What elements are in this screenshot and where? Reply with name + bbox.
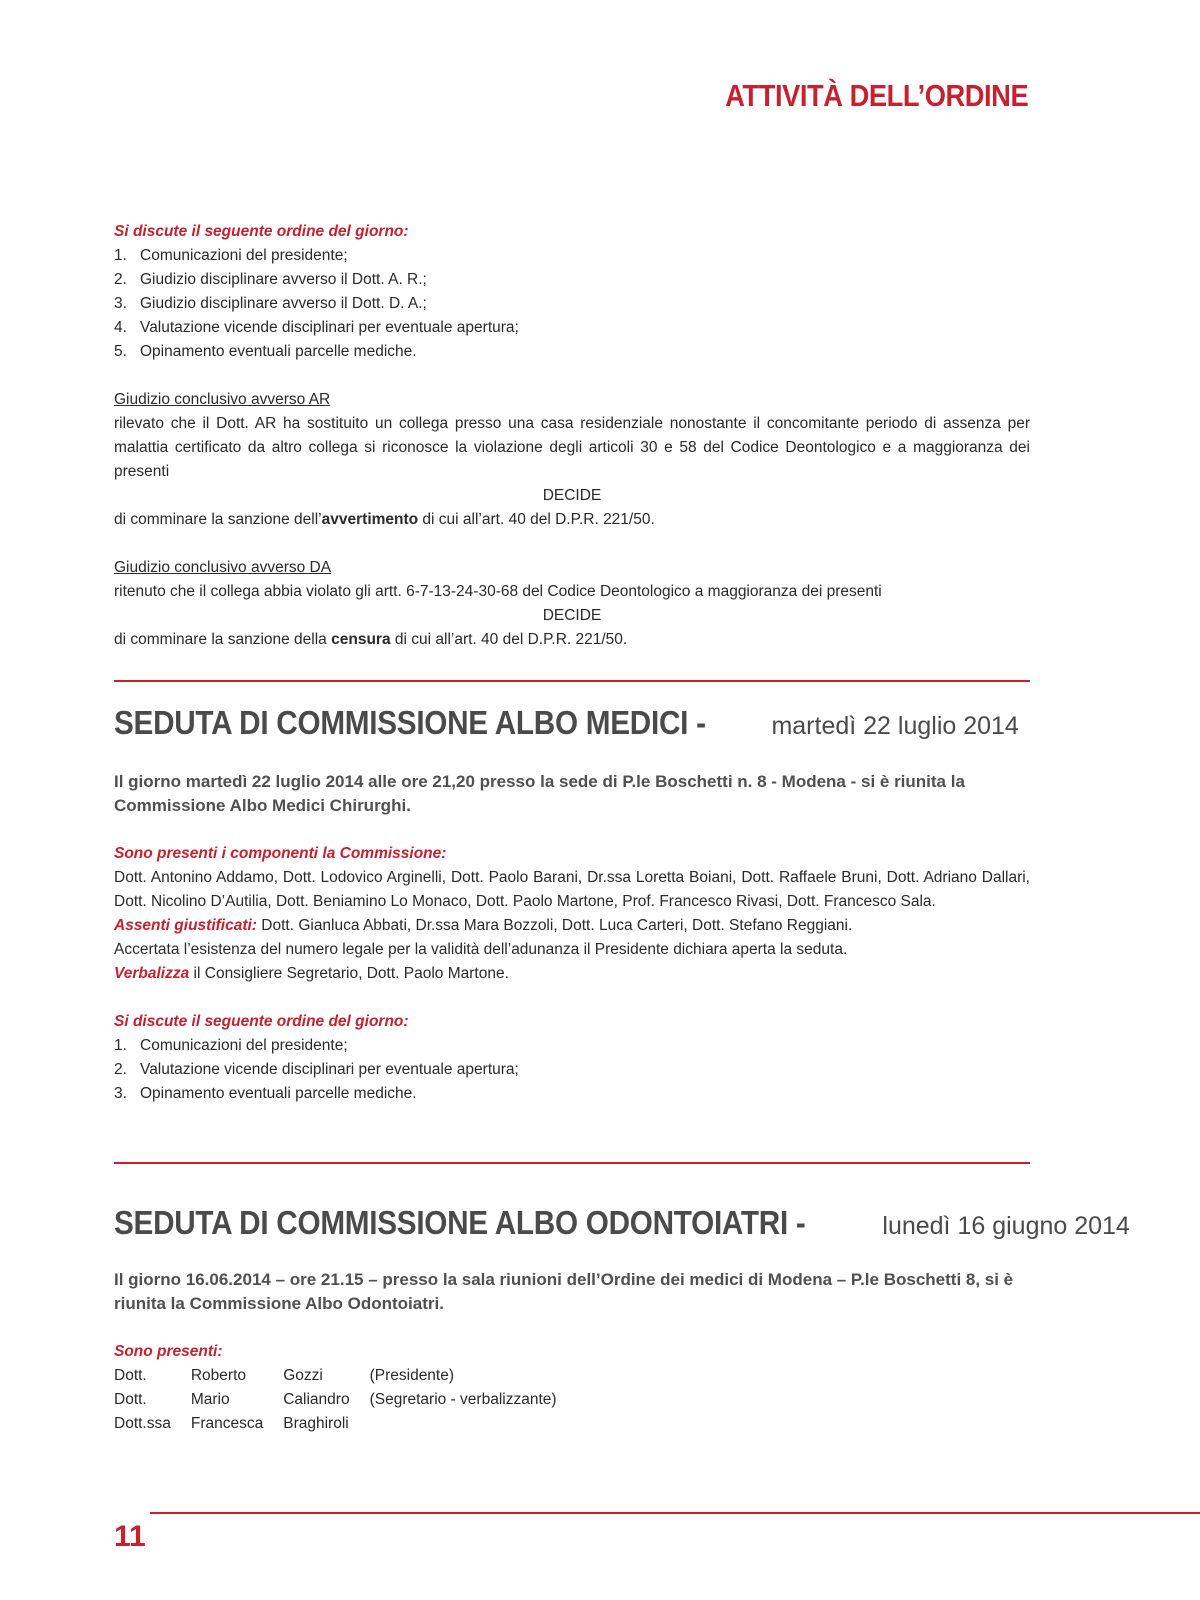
list-item: 2. Valutazione vicende disciplinari per eventuale apertura; xyxy=(114,1061,519,1078)
odontoiatri-section xyxy=(114,1268,1030,1436)
table-row: Dott. Mario Caliandro (Segretario - verbalizzante) xyxy=(114,1391,557,1408)
agenda-list xyxy=(114,1034,1030,1106)
presenti-label: Sono presenti: xyxy=(114,1343,223,1360)
table-row: Dott. Roberto Gozzi (Presidente) xyxy=(114,1367,455,1384)
legal-text: Accertata l’esistenza del numero legale per la validità dell’adunanza il Presidente dichiara aperta la seduta. xyxy=(114,941,848,958)
list-item: 1. Comunicazioni del presidente; xyxy=(114,247,348,264)
verbalizza-line: Verbalizza il Consigliere Segretario, Dott. Paolo Martone. xyxy=(114,965,509,982)
footer-divider xyxy=(150,1512,1200,1514)
judgment-da-sanction: di comminare la sanzione della censura di cui all’art. 40 del D.P.R. 221/50. xyxy=(114,631,628,648)
judgment-ar-title: Giudizio conclusivo avverso AR xyxy=(114,391,331,408)
table-row: Dott.ssa Francesca Braghiroli xyxy=(114,1415,349,1432)
page-number: 11 xyxy=(114,1520,146,1553)
medici-agenda xyxy=(114,1010,1030,1106)
judgment-ar xyxy=(114,388,1030,532)
presenti-text: Dott. Antonino Addamo, Dott. Lodovico Arginelli, Dott. Paolo Barani, Dr.ssa Loretta Boiani, Dott. Raffaele Bruni, Dott. Adriano Dallari, Dott. Nicolino D’Autilia, Dott. Beniamino Lo Monaco, Dott. Paolo Martone, Prof. Francesco Rivasi, Dott. Francesco Sala. xyxy=(114,869,1030,910)
list-item: 3. Giudizio disciplinare avverso il Dott. D. A.; xyxy=(114,295,427,312)
judgment-da xyxy=(114,556,1030,652)
list-item: 3. Opinamento eventuali parcelle mediche. xyxy=(114,1085,417,1102)
medici-section-title: SEDUTA DI COMMISSIONE ALBO MEDICI - martedì 22 luglio 2014 xyxy=(114,704,1019,741)
section-divider xyxy=(114,1162,1030,1164)
judgment-da-body: ritenuto che il collega abbia violato gli artt. 6-7-13-24-30-68 del Codice Deontologico a maggioranza dei presenti xyxy=(114,583,882,600)
medici-presenti xyxy=(114,842,1030,986)
judgment-ar-sanction: di comminare la sanzione dell’avvertimento di cui all’art. 40 del D.P.R. 221/50. xyxy=(114,511,655,528)
judgment-da-decide: DECIDE xyxy=(542,607,602,624)
agenda-list xyxy=(114,244,1030,364)
odontoiatri-intro: Il giorno 16.06.2014 – ore 21.15 – presso la sala riunioni dell’Ordine dei medici di Modena – P.le Boschetti 8, si è riunita la Commissione Albo Odontoiatri. xyxy=(114,1270,1014,1313)
judgment-ar-body: rilevato che il Dott. AR ha sostituito un collega presso una casa residenziale nonostante il concomitante periodo di assenza per malattia certificato da altro collega si riconosce la violazione degli articoli 30 e 58 del Codice Deontologico e a maggioranza dei presenti xyxy=(114,415,1030,480)
judgment-da-title: Giudizio conclusivo avverso DA xyxy=(114,559,332,576)
agenda-label: Si discute il seguente ordine del giorno: xyxy=(114,1013,409,1030)
presenti-table xyxy=(114,1364,577,1436)
odontoiatri-presenti xyxy=(114,1340,1030,1436)
list-item: 4. Valutazione vicende disciplinari per eventuale apertura; xyxy=(114,319,519,336)
section-divider xyxy=(114,680,1030,682)
odontoiatri-section-title: SEDUTA DI COMMISSIONE ALBO ODONTOIATRI - lunedì 16 giugno 2014 xyxy=(114,1204,1130,1241)
assenti-line: Assenti giustificati: Dott. Gianluca Abbati, Dr.ssa Mara Bozzoli, Dott. Luca Carteri, Dott. Stefano Reggiani. xyxy=(114,917,853,934)
top-section xyxy=(114,220,1030,652)
judgment-ar-decide: DECIDE xyxy=(542,487,602,504)
medici-section xyxy=(114,770,1030,1106)
page-header-title: ATTIVITÀ DELL’ORDINE xyxy=(725,78,1028,113)
medici-intro: Il giorno martedì 22 luglio 2014 alle ore 21,20 presso la sede di P.le Boschetti n. 8 - Modena - si è riunita la Commissione Albo Medici Chirurghi. xyxy=(114,772,965,815)
list-item: 1. Comunicazioni del presidente; xyxy=(114,1037,348,1054)
list-item: 2. Giudizio disciplinare avverso il Dott. A. R.; xyxy=(114,271,427,288)
presenti-label: Sono presenti i componenti la Commissione: xyxy=(114,845,447,862)
list-item: 5. Opinamento eventuali parcelle mediche. xyxy=(114,343,417,360)
agenda-label: Si discute il seguente ordine del giorno: xyxy=(114,223,409,240)
